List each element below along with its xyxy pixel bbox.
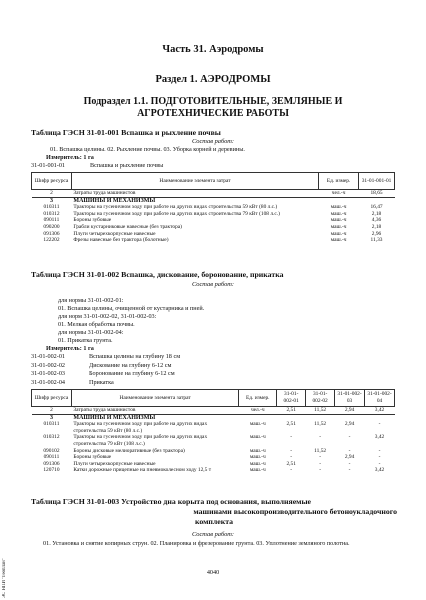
- table-1-grid: [31, 172, 395, 244]
- norm-row: [31, 379, 180, 388]
- unit: маш.-ч: [249, 454, 266, 461]
- table-row: [32, 454, 395, 461]
- side-note: ЭС НПИ "Геоплан": [2, 558, 7, 598]
- resource-code: 120710: [43, 467, 60, 474]
- cost-item-name: Плуги четырехкорпусные навесные: [73, 230, 156, 237]
- norm-value: 3,42: [374, 467, 385, 474]
- norm-value: -: [290, 447, 293, 454]
- resource-code: 090102: [43, 447, 60, 454]
- table-row: [32, 190, 395, 198]
- norm-name: Боронование на глубину 6-12 см: [89, 370, 175, 378]
- table-1-sostav-label: Состав работ:: [191, 138, 235, 145]
- norm-value: 2,18: [371, 210, 382, 217]
- norm-value: 3,42: [374, 434, 385, 441]
- table-3-title-line: Таблица ГЭСН 31-01-003 Устройство дна корыта под основания, выполняемые: [31, 497, 312, 506]
- norm-value: 18,65: [359, 190, 395, 198]
- table-row: [32, 407, 395, 415]
- resource-code: 010312: [43, 434, 60, 441]
- column-header: Ед. измер.: [319, 173, 359, 190]
- norm-value: -: [378, 447, 381, 454]
- table-3-title-line: комплекта: [194, 517, 234, 526]
- table-1-sostav-text: 01. Вспашка целины. 02. Рыхление почвы. 03. Уборка корней и деревины.: [50, 146, 245, 153]
- norm-value: -: [378, 460, 381, 467]
- norm-code: 31-01-002-02: [31, 361, 66, 369]
- unit: чел.-ч: [319, 190, 359, 198]
- table-row: [32, 237, 395, 244]
- unit: маш.-ч: [330, 210, 347, 217]
- cost-item-name: Затраты труда машинистов: [71, 190, 318, 198]
- resource-code: 010311: [43, 204, 60, 211]
- norm-value: 2,51: [277, 407, 306, 415]
- table-2-for-3-text: 01. Прикатка грунта.: [58, 337, 113, 344]
- table-3-sostav-text: 01. Установка и снятие копирных струн. 02. Планировка и фрезерование грунта. 03. Уплотнение земляного полотна.: [43, 540, 350, 547]
- table-2-for-3: для нормы 31-01-002-04:: [58, 329, 124, 336]
- norm-name: Дискование на глубину 6-12 см: [89, 361, 172, 369]
- unit: маш.-ч: [249, 421, 266, 428]
- cost-item-name: Бороны зубовые: [73, 454, 112, 461]
- resource-code: 122202: [43, 237, 60, 244]
- unit: маш.-ч: [330, 237, 347, 244]
- norm-value: 2,94: [344, 454, 355, 461]
- column-header: 31-01-002-03: [335, 390, 365, 407]
- unit: маш.-ч: [249, 447, 266, 454]
- table-2-sostav-label: Состав работ:: [191, 281, 235, 288]
- norm-value: [306, 414, 335, 421]
- resource-code: 2: [32, 190, 72, 198]
- norm-value: [335, 414, 365, 421]
- page-number: 4040: [206, 569, 220, 576]
- column-header: 31-01-002-02: [306, 390, 335, 407]
- part-title: Часть 31. Аэродромы: [162, 44, 264, 55]
- cost-item-name: Затраты труда машинистов: [71, 407, 238, 415]
- norm-value: -: [319, 460, 322, 467]
- norm-value: -: [348, 467, 351, 474]
- table-2-norm-list: [31, 353, 180, 387]
- cost-item-name: Катки дорожные прицепные на пневмоколесном ходу 12,5 т: [73, 467, 212, 474]
- table-row: [32, 461, 395, 468]
- unit: маш.-ч: [249, 434, 266, 441]
- unit: маш.-ч: [330, 217, 347, 224]
- cost-item-name: Плуги четырехкорпусные навесные: [73, 460, 156, 467]
- table-1-meter: Измеритель: 1 га: [46, 154, 94, 161]
- norm-value: 16,47: [370, 204, 383, 211]
- unit: маш.-ч: [330, 230, 347, 237]
- cost-item-name: Бороны дисковые мелиоративные (без трактора): [73, 447, 185, 454]
- cost-item-name: Бороны зубовые: [73, 217, 112, 224]
- table-row: [32, 204, 395, 211]
- cost-item-name: МАШИНЫ И МЕХАНИЗМЫ: [73, 197, 156, 204]
- norm-value: -: [319, 467, 322, 474]
- table-3-title-line: машинами высокопроизводительного бетоноукладочного: [193, 507, 397, 516]
- norm-value: -: [290, 467, 293, 474]
- column-header: Наименование элемента затрат: [71, 173, 318, 190]
- norm-name: Вспашка целины на глубину 18 см: [89, 353, 181, 360]
- table-2-for-1: для нормы 31-01-002-01:: [58, 297, 124, 304]
- table-1-norm-code: 31-01-001-01: [31, 162, 66, 169]
- norm-value: [277, 414, 306, 421]
- norm-value: -: [290, 434, 293, 441]
- cost-item-name: Тракторы на гусеничном ходу при работе на других видах строительства 59 кВт (80 л.с.): [73, 421, 208, 434]
- table-3-sostav-label: Состав работ:: [191, 531, 235, 538]
- norm-code: 31-01-002-01: [31, 353, 66, 360]
- table-row: [32, 421, 395, 434]
- column-header: Наименование элемента затрат: [71, 390, 238, 407]
- norm-value: 11,52: [306, 407, 335, 415]
- table-1-title: Таблица ГЭСН 31-01-001 Вспашка и рыхление почвы: [31, 128, 221, 137]
- resource-code: 090200: [43, 223, 60, 230]
- norm-value: 2,94: [335, 407, 365, 415]
- norm-value: 11,52: [314, 421, 327, 428]
- norm-value: 3,42: [365, 407, 395, 415]
- norm-row: [31, 370, 180, 379]
- norm-value: 4,36: [371, 217, 382, 224]
- cost-item-name: МАШИНЫ И МЕХАНИЗМЫ: [73, 414, 156, 421]
- subsection-title: [80, 96, 346, 120]
- column-header: Ед. измер.: [239, 390, 277, 407]
- table-2-for-2: для норм 31-01-002-02, 31-01-002-03:: [58, 313, 157, 320]
- table-3-title: [31, 497, 397, 527]
- resource-code: 2: [32, 407, 72, 415]
- norm-value: 2,51: [286, 421, 296, 428]
- norm-value: -: [378, 421, 381, 428]
- column-header: 31-01-002-04: [365, 390, 395, 407]
- table-2-for-1-text: 01. Вспашка целины, очищенной от кустарника и пней.: [58, 305, 205, 312]
- norm-value: -: [290, 454, 293, 461]
- table-1-norm-name: Вспашка и рыхление почвы: [90, 162, 164, 169]
- norm-value: 11,33: [370, 237, 383, 244]
- norm-value: 2,18: [371, 223, 382, 230]
- unit: маш.-ч: [330, 223, 347, 230]
- resource-code: 090111: [43, 454, 60, 461]
- norm-value: 2,96: [371, 230, 382, 237]
- cost-item-name: Тракторы на гусеничном ходу при работе на других видах строительства 79 кВт (108 л.с.): [73, 434, 208, 447]
- norm-value: -: [348, 434, 351, 441]
- column-header: Шифр ресурса: [32, 390, 72, 407]
- resource-code: 010311: [43, 421, 60, 428]
- column-header: 31-01-002-01: [277, 390, 306, 407]
- unit: чел.-ч: [239, 407, 277, 415]
- table-row: [32, 224, 395, 231]
- resource-code: 091306: [43, 460, 60, 467]
- column-header: Шифр ресурса: [32, 173, 72, 190]
- norm-code: 31-01-002-03: [31, 370, 66, 378]
- norm-row: [31, 362, 180, 371]
- norm-value: 2,51: [286, 460, 296, 467]
- norm-value: -: [348, 447, 351, 454]
- table-2-for-2-text: 01. Мелкая обработка почвы.: [58, 321, 135, 328]
- resource-code: 3: [49, 414, 53, 421]
- table-row: [32, 467, 395, 474]
- column-header: 31-01-001-01: [359, 173, 395, 190]
- section-title: Раздел 1. АЭРОДРОМЫ: [155, 74, 271, 85]
- norm-value: [365, 414, 395, 421]
- cost-item-name: Тракторы на гусеничном ходу при работе на других видах строительства 79 кВт (108 л.с.): [73, 210, 280, 217]
- cost-item-name: Грабли кустарниковые навесные (без трактора): [73, 223, 182, 230]
- unit: маш.-ч: [249, 460, 266, 467]
- norm-code: 31-01-002-04: [31, 378, 66, 386]
- cost-item-name: Фрезы навесные без трактора (болотные): [73, 237, 169, 244]
- resource-code: 3: [49, 197, 53, 204]
- norm-value: -: [348, 460, 351, 467]
- subsection-title-line: АГРОТЕХНИЧЕСКИЕ РАБОТЫ: [137, 108, 289, 119]
- norm-value: -: [378, 454, 381, 461]
- resource-code: 091306: [43, 230, 60, 237]
- resource-code: 090111: [43, 217, 60, 224]
- norm-row: [31, 353, 180, 362]
- table-2-meter: Измеритель: 1 га: [46, 345, 94, 352]
- table-2-title: Таблица ГЭСН 31-01-002 Вспашка, дискование, боронование, прикатка: [31, 270, 284, 279]
- unit: [319, 197, 359, 204]
- table-row: [32, 217, 395, 224]
- unit: маш.-ч: [249, 467, 266, 474]
- norm-value: 2,94: [344, 421, 355, 428]
- table-2-grid: [31, 389, 395, 474]
- norm-value: 11,52: [314, 447, 327, 454]
- resource-code: 010312: [43, 210, 60, 217]
- norm-value: -: [319, 434, 322, 441]
- norm-name: Прикатка: [89, 378, 114, 386]
- norm-value: [359, 197, 395, 204]
- norm-value: -: [319, 454, 322, 461]
- unit: [239, 414, 277, 421]
- cost-item-name: Тракторы на гусеничном ходу при работе на других видах строительства 59 кВт (80 л.с.): [73, 204, 278, 211]
- unit: маш.-ч: [330, 204, 347, 211]
- table-row: [32, 434, 395, 447]
- subsection-title-line: Подраздел 1.1. ПОДГОТОВИТЕЛЬНЫЕ, ЗЕМЛЯНЫЕ И: [83, 96, 343, 107]
